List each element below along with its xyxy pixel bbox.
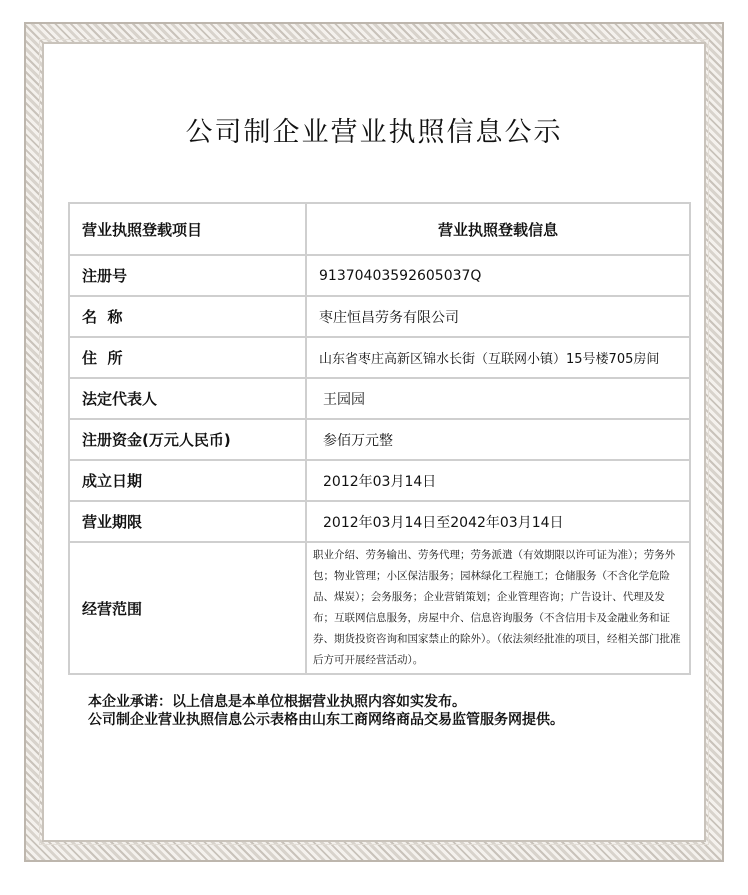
table-row [69, 296, 690, 337]
business-scope-value: 职业介绍、劳务输出、劳务代理；劳务派遣（有效期限以许可证为准）；劳务外包；物业管理；小区保洁服务；园林绿化工程施工；仓储服务（不含化学危险品、煤炭）；会务服务；企业营销策划；企业管理咨询；广告设计、代理及发布；互联网信息服务，房屋中介、信息咨询服务（不含信用卡及金融业务和证券、期货投资咨询和国家禁止的除外）。（依法须经批准的项目，经相关部门批准后方可开展经营活动）。 [306, 542, 690, 674]
footer-provider: 公司制企业营业执照信息公示表格由山东工商网络商品交易监管服务网提供。 [88, 712, 564, 728]
table-row [69, 501, 690, 542]
footer-notice [88, 693, 688, 729]
registered-capital-value: 参佰万元整 [306, 419, 690, 460]
registration-number-value: 91370403592605037Q [306, 255, 690, 296]
table-row [69, 419, 690, 460]
license-info-table [68, 202, 691, 675]
header-item-label: 营业执照登载项目 [69, 203, 306, 255]
table-row [69, 460, 690, 501]
establishment-date-value: 2012年03月14日 [306, 460, 690, 501]
business-term-label: 营业期限 [69, 501, 306, 542]
table-row [69, 337, 690, 378]
business-term-value: 2012年03月14日至2042年03月14日 [306, 501, 690, 542]
business-scope-label: 经营范围 [69, 542, 306, 674]
header-info-label: 营业执照登载信息 [306, 203, 690, 255]
footer-commitment: 本企业承诺：以上信息是本单位根据营业执照内容如实发布。 [88, 694, 466, 710]
registration-number-label: 注册号 [69, 255, 306, 296]
table-row [69, 542, 690, 674]
page-title: 公司制企业营业执照信息公示 [185, 117, 563, 148]
address-label: 住 所 [69, 337, 306, 378]
table-row [69, 378, 690, 419]
legal-representative-label: 法定代表人 [69, 378, 306, 419]
registered-capital-label: 注册资金(万元人民币) [69, 419, 306, 460]
legal-representative-value: 王园园 [306, 378, 690, 419]
address-value: 山东省枣庄高新区锦水长街（互联网小镇）15号楼705房间 [306, 337, 690, 378]
company-name-value: 枣庄恒昌劳务有限公司 [306, 296, 690, 337]
table-row [69, 255, 690, 296]
establishment-date-label: 成立日期 [69, 460, 306, 501]
company-name-label: 名 称 [69, 296, 306, 337]
table-header-row [69, 203, 690, 255]
